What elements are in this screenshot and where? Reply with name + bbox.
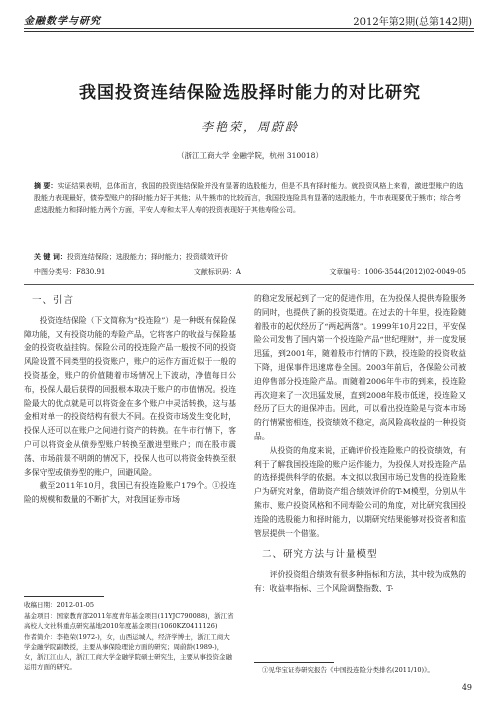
abstract <box>34 180 466 216</box>
article-number: 文章编号：1006-3544(2012)02-0049-05 <box>329 268 466 276</box>
clc-number: 中图分类号：F830.91 <box>34 268 106 276</box>
header-rule <box>24 28 474 29</box>
header-rule-thin <box>24 31 474 32</box>
paragraph: 评价投资组合绩效有很多种指标和方法，其中较为成熟的有：收益率指标、三个风险调整指数、T- <box>254 570 466 593</box>
article-notes <box>24 600 236 673</box>
footnote: ①见华宝证券研究报告《中国投连险分类排名(2011/10)》。 <box>262 666 434 674</box>
abstract-label: 摘 要： <box>34 181 58 190</box>
section-divider <box>24 284 474 285</box>
keywords-text: 投资连结保险；选股能力；择时能力；投资绩效评价 <box>66 253 228 261</box>
footnote-rule <box>254 662 334 663</box>
issue-info: 2012年第2期(总第142期) <box>353 17 472 28</box>
authors: 李艳荣，周蔚龄 <box>200 120 299 134</box>
section-heading-intro: 一、引言 <box>32 295 75 306</box>
abstract-text: 实证结果表明，总体而言，我国的投资连结保险并没有显著的选股能力，但是不具有择时能力。就投资风格上来看，激进型账户的选股能力表现最好，债券型账户的择时能力好于其他；从牛熊市的比较而言，我国投连险具有显著的选股能力，牛市表现要优于熊市；综合考虑选股能力和择时能力两个方面，平安人寿和太平人寿的投资表现好于其他寿险公司。 <box>34 182 464 214</box>
left-column <box>24 292 236 507</box>
journal-name: 金融数学与研究 <box>24 16 101 27</box>
author-bio: 作者简介：李艳荣(1972-)，女，山西运城人，经济学博士，浙江工商大学金融学院副教授，主要从事保险理论方面的研究；周蔚龄(1989-)，女，浙江江山人，浙江工商大学金融学院硕士研究生，主要从事投资金融运用方面的研究。 <box>24 633 232 671</box>
right-column <box>254 292 466 596</box>
paper-title: 我国投资连结保险选股择时能力的对比研究 <box>79 83 421 103</box>
received-date: 收稿日期：2012-01-05 <box>24 601 94 609</box>
paragraph: 投资连结保险（下文简称为“投连险”）是一种既有保险保障功能，又有投资功能的寿险产品，它将客户的收益与保险基金的投资收益挂钩。保险公司的投连险产品一般按不同的投资风险设置不同类型的投资账户，账户的运作方面近似于一般的投资基金，账户的价值随着市场情况上下波动，净值每日公布，投保人最后获得的回报根本取决于账户的市值情况。投连险最大的优点就是可以将资金在多个账户中灵活转换，这与基金相对单一的投资结构有很大不同。在投资市场发生变化时，投保人还可以在账户之间进行资产的转换。在牛市行情下，客户可以将资金从债券型账户转换至激进型账户；而在股市震荡、市场前景不明朗的情况下，投保人也可以将资金转换至很多保守型或债券型的账户，回避风险。 <box>24 315 236 477</box>
section-heading-methods: 二、研究方法与计量模型 <box>262 549 378 561</box>
doc-code: 文献标识码：A <box>193 268 241 276</box>
affiliation: （浙江工商大学 金融学院，杭州 310018） <box>177 151 323 160</box>
notes-rule <box>24 596 104 597</box>
paragraph: 从投资的角度来说，正确评价投连险账户的投资绩效，有利于了解我国投连险的账户运作能力，为投保人对投连险产品的选择提供科学的依据。本文拟以我国市场已发售的投连险账户为研究对象，借助资产组合绩效评价的T-M模型，分别从牛熊市、账户投资风格和不同寿险公司的角度，对比研究我国投连险的选股能力和择时能力，以期研究结果能够对投资者和监管层提供一个借鉴。 <box>254 445 466 538</box>
funding-note: 基金项目：国家教育部2011年度青年基金项目(11YJC790088)，浙江省高校人文社科重点研究基地2010年度基金项目(1060KZ0411126) <box>24 612 234 630</box>
keywords-label: 关 键 词： <box>34 252 67 261</box>
paragraph: 截至2011年10月，我国已有投连险账户179个。①投连险的规模和数量的不断扩大，对我国证券市场 <box>24 481 236 505</box>
classification-row <box>34 267 466 277</box>
keywords <box>34 252 466 262</box>
paragraph: 的稳定发展起到了一定的促进作用，在为投保人提供寿险服务的同时，也提供了新的投资渠道。在过去的十年里，投连险随着股市的起伏经历了“两起两落”。1999年10月22日，平安保险公司发售了国内第一个投连险产品“世纪理财”，并一度发展迅猛，到2001年，随着股市行情的下跌，投连险的投资收益下降，退保事件迅速席卷全国。2003年前后，各保险公司被迫停售部分投连险产品。而随着2006年牛市的到来，投连险再次迎来了一次迅猛发展，直到2008年股市低迷，投连险又经历了巨大的退保冲击。因此，可以看出投连险是与资本市场的行情紧密相连，投资绩效不稳定，高风险高收益的一种投资品。 <box>254 294 466 441</box>
page-number: 49 <box>461 683 472 692</box>
